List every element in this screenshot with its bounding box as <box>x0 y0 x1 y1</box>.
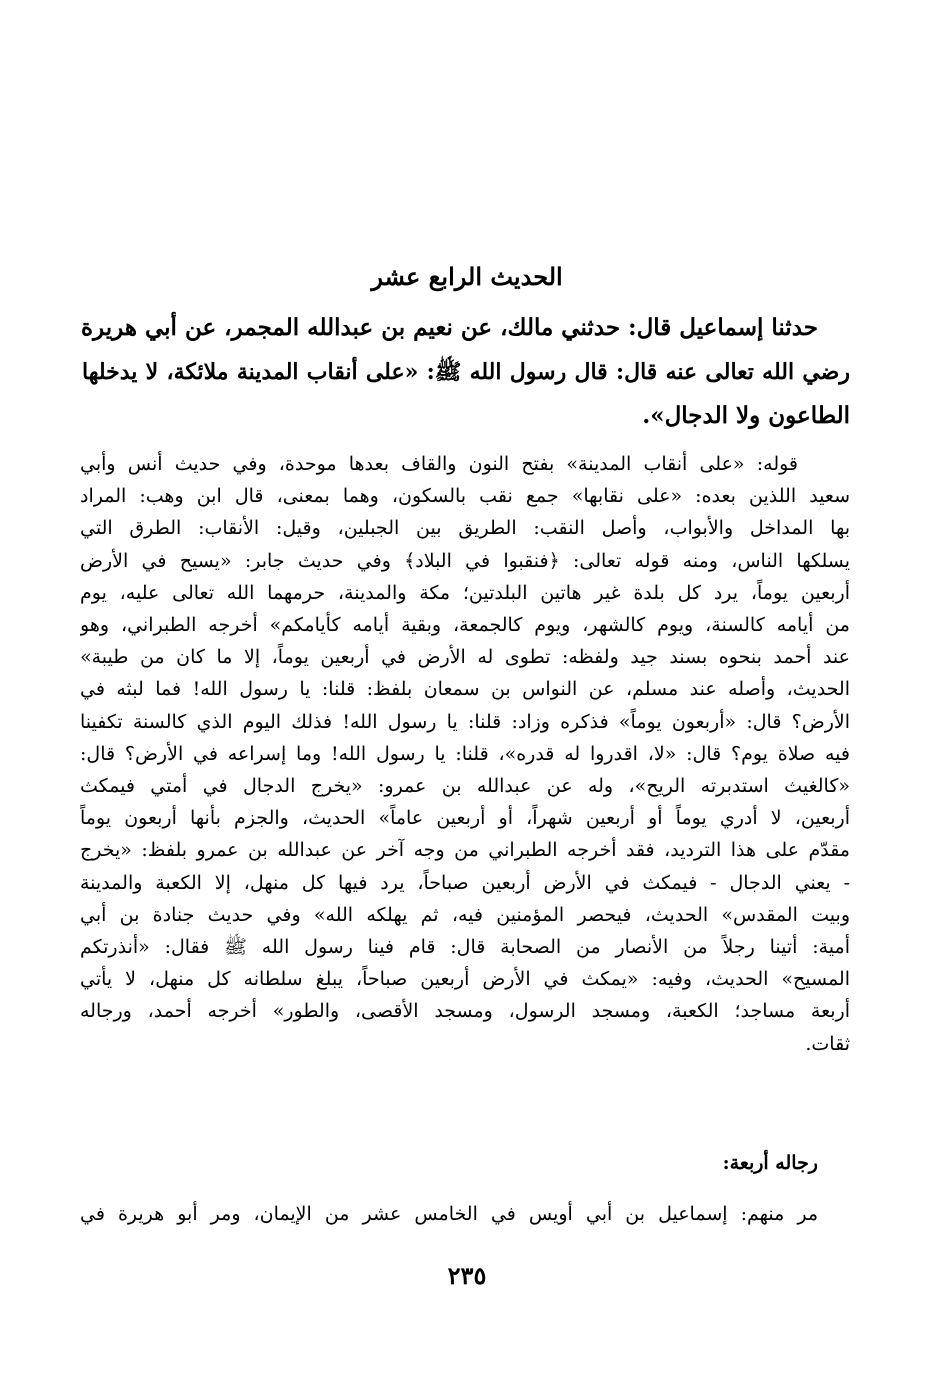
commentary-line: الحديث، وأصله عند مسلم، عن النواس بن سمعان بلفظ: قلنا: يا رسول الله! فما لبثه في <box>80 678 850 701</box>
commentary-line: الأرض؟ قال: «أربعون يوماً» فذكره وزاد: قلنا: يا رسول الله! فذلك اليوم الذي كالسنة تكفينا <box>80 710 850 733</box>
hadith-line: رضي الله تعالى عنه قال: قال رسول الله ﷺ: «على أنقاب المدينة ملائكة، لا يدخلها <box>82 359 850 385</box>
commentary-line: أربعين يوماً، يرد كل بلدة غير هاتين البلدتين؛ مكة والمدينة، حرمهما الله تعالى عليه، يوم <box>80 581 850 604</box>
commentary-line: المسيح» الحديث، وفيه: «يمكث في الأرض أربعين صباحاً، يبلغ سلطانه كل منهل، لا يأتي <box>80 968 850 991</box>
narrators-heading: رجاله أربعة: <box>722 1152 818 1174</box>
commentary-line: قوله: «على أنقاب المدينة» بفتح النون والقاف بعدها موحدة، وفي حديث أنس وأبي <box>80 453 798 475</box>
commentary-line: يسلكها الناس، ومنه قوله تعالى: ﴿فنقبوا في البلاد﴾ وفي حديث جابر: «يسيح في الأرض <box>80 549 850 572</box>
commentary-text <box>80 448 850 1060</box>
commentary-line: وبيت المقدس» الحديث، فيحصر المؤمنين فيه، ثم يهلكه الله» وفي حديث جنادة بن أبي <box>80 903 850 926</box>
hadith-line: الطاعون ولا الدجال». <box>642 402 850 429</box>
commentary-line: أربعين، لا أدري يوماً أو أربعين شهراً، أو أربعين عاماً» الحديث، والجزم بأنها أربعون يوماً <box>80 807 850 830</box>
narrators-text: مر منهم: إسماعيل بن أبي أويس في الخامس عشر من الإيمان، ومر أبو هريرة في <box>80 1203 818 1225</box>
commentary-line: عند أحمد بنحوه بسند جيد ولفظه: تطوى له الأرض في أربعين يوماً، إلا ما كان من طيبة» <box>80 646 850 669</box>
commentary-line: فيه صلاة يوم؟ قال: «لا، اقدروا له قدره»، قلنا: يا رسول الله! وما إسراعه في الأرض؟ قال: <box>80 742 850 765</box>
page-number: ٢٣٥ <box>447 1261 487 1290</box>
commentary-line: بها المداخل والأبواب، وأصل النقب: الطريق بين الجبلين، وقيل: الأنقاب: الطرق التي <box>80 517 850 540</box>
commentary-line: من أيامه كالسنة، ويوم كالشهر، ويوم كالجمعة، وبقية أيامه كأيامكم» أخرجه الطبراني، وهو <box>80 614 850 637</box>
commentary-line: ثقات. <box>805 1032 850 1055</box>
commentary-line: سعيد اللذين بعده: «على نقابها» جمع نقب بالسكون، وهما بمعنى، قال ابن وهب: المراد <box>80 485 850 508</box>
commentary-line: أربعة مساجد؛ الكعبة، ومسجد الرسول، ومسجد الأقصى، والطور» أخرجه أحمد، ورجاله <box>80 1000 850 1023</box>
commentary-line: مقدّم على هذا الترديد، فقد أخرجه الطبراني من وجه آخر عن عبدالله بن عمرو بلفظ: «يخرج <box>80 839 850 862</box>
hadith-text <box>82 306 850 438</box>
commentary-line: أمية: أتينا رجلاً من الأنصار من الصحابة قال: قام فينا رسول الله ﷺ فقال: «أنذرتكم <box>80 936 850 959</box>
hadith-line: حدثنا إسماعيل قال: حدثني مالك، عن نعيم بن عبدالله المجمر، عن أبي هريرة <box>81 314 818 341</box>
chapter-heading: الحديث الرابع عشر <box>371 262 563 291</box>
commentary-line: «كالغيث استدبرته الريح»، وله عن عبدالله بن عمرو: «يخرج الدجال في أمتي فيمكث <box>80 775 850 798</box>
commentary-line: - يعني الدجال - فيمكث في الأرض أربعين صباحاً، يرد فيها كل منهل، إلا الكعبة والمدينة <box>80 871 850 894</box>
